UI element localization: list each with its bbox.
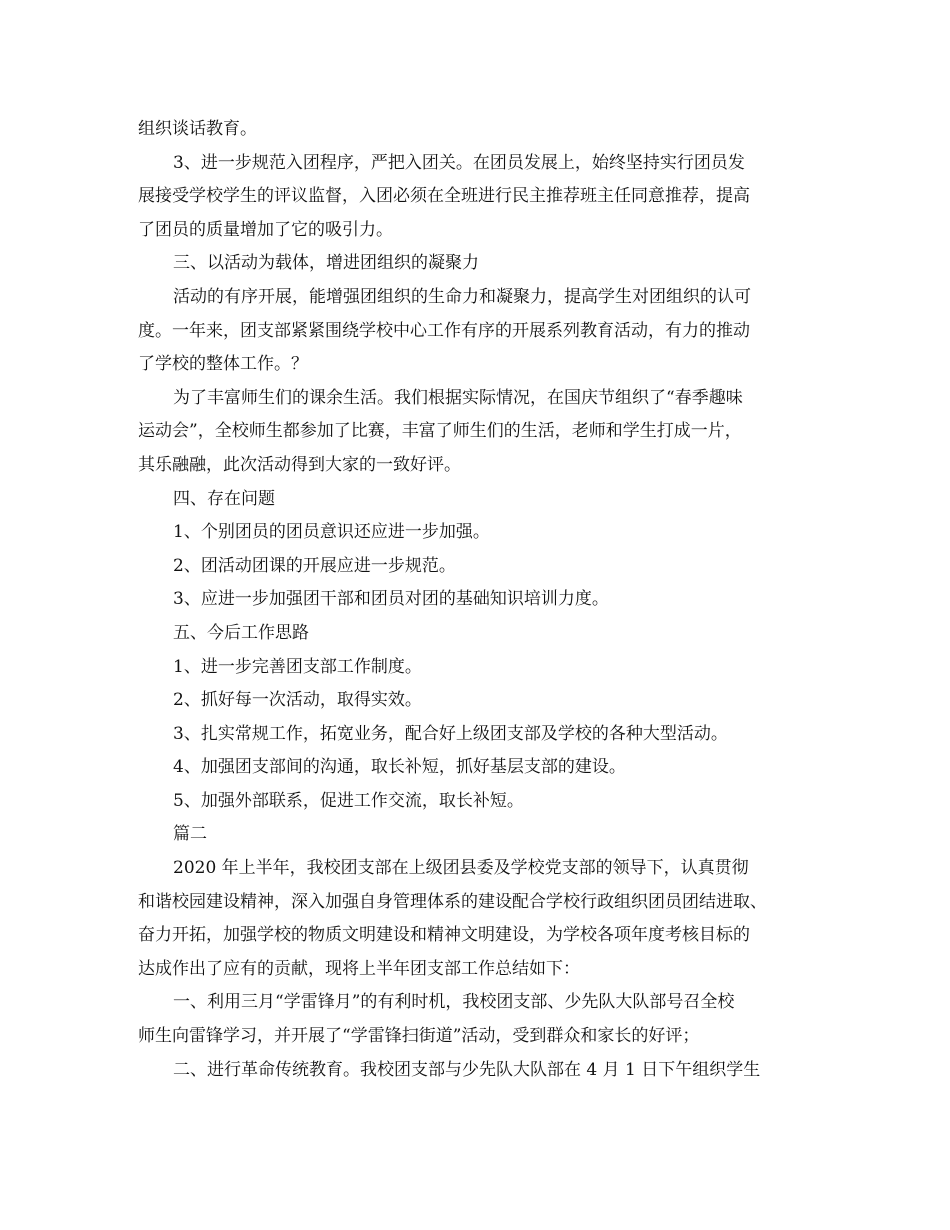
text-line: 和谐校园建设精神，深入加强自身管理体系的建设配合学校行政组织团员团结进取、 — [138, 891, 767, 912]
text-line: 2、抓好每一次活动，取得实效。 — [173, 690, 422, 711]
text-line: 师生向雷锋学习，并开展了“学雷锋扫街道”活动，受到群众和家长的好评； — [138, 1026, 700, 1047]
text-line: 3、应进一步加强团干部和团员对团的基础知识培训力度。 — [173, 589, 609, 610]
text-line: 度。一年来，团支部紧紧围绕学校中心工作有序的开展系列教育活动，有力的推动 — [138, 320, 750, 341]
text-line: 了团员的质量增加了它的吸引力。 — [138, 219, 393, 240]
text-line: 一、利用三月“学雷锋月”的有利时机，我校团支部、少先队大队部号召全校 — [173, 992, 735, 1013]
text-line: 组织谈话教育。 — [138, 119, 257, 139]
text-line: 5、加强外部联系，促进工作交流，取长补短。 — [173, 790, 524, 811]
text-line: 篇二 — [173, 824, 207, 845]
text-line: 二、进行革命传统教育。我校团支部与少先队大队部在 4 月 1 日下午组织学生 — [173, 1059, 761, 1080]
text-line: 奋力开拓，加强学校的物质文明建设和精神文明建设，为学校各项年度考核目标的 — [138, 925, 750, 946]
text-line: 2020 年上半年，我校团支部在上级团县委及学校党支部的领导下，认真贯彻 — [173, 858, 749, 879]
document-body — [138, 113, 818, 1087]
text-line: 三、以活动为载体，增进团组织的凝聚力 — [173, 253, 479, 274]
text-line: 展接受学校学生的评议监督，入团必须在全班进行民主推荐班主任同意推荐，提高 — [138, 186, 750, 207]
text-line: 2、团活动团课的开展应进一步规范。 — [173, 555, 456, 576]
text-line: 4、加强团支部间的沟通，取长补短，抓好基层支部的建设。 — [173, 757, 626, 778]
text-line: 了学校的整体工作。？ — [138, 354, 308, 375]
text-line: 3、扎实常规工作，拓宽业务，配合好上级团支部及学校的各种大型活动。 — [173, 723, 728, 744]
text-line: 达成作出了应有的贡献，现将上半年团支部工作总结如下： — [138, 958, 580, 979]
text-line: 五、今后工作思路 — [173, 622, 309, 643]
text-line: 1、个别团员的团员意识还应进一步加强。 — [173, 522, 490, 543]
text-line: 其乐融融，此次活动得到大家的一致好评。 — [138, 454, 461, 475]
text-line: 活动的有序开展，能增强团组织的生命力和凝聚力，提高学生对团组织的认可 — [173, 286, 751, 307]
text-line: 为了丰富师生们的课余生活。我们根据实际情况，在国庆节组织了“春季趣味 — [173, 387, 743, 408]
text-line: 3、进一步规范入团程序，严把入团关。在团员发展上，始终坚持实行团员发 — [173, 152, 745, 173]
text-line: 1、进一步完善团支部工作制度。 — [173, 656, 422, 677]
text-line: 四、存在问题 — [173, 488, 275, 509]
text-line: 运动会”，全校师生都参加了比赛，丰富了师生们的生活，老师和学生打成一片， — [138, 421, 742, 442]
